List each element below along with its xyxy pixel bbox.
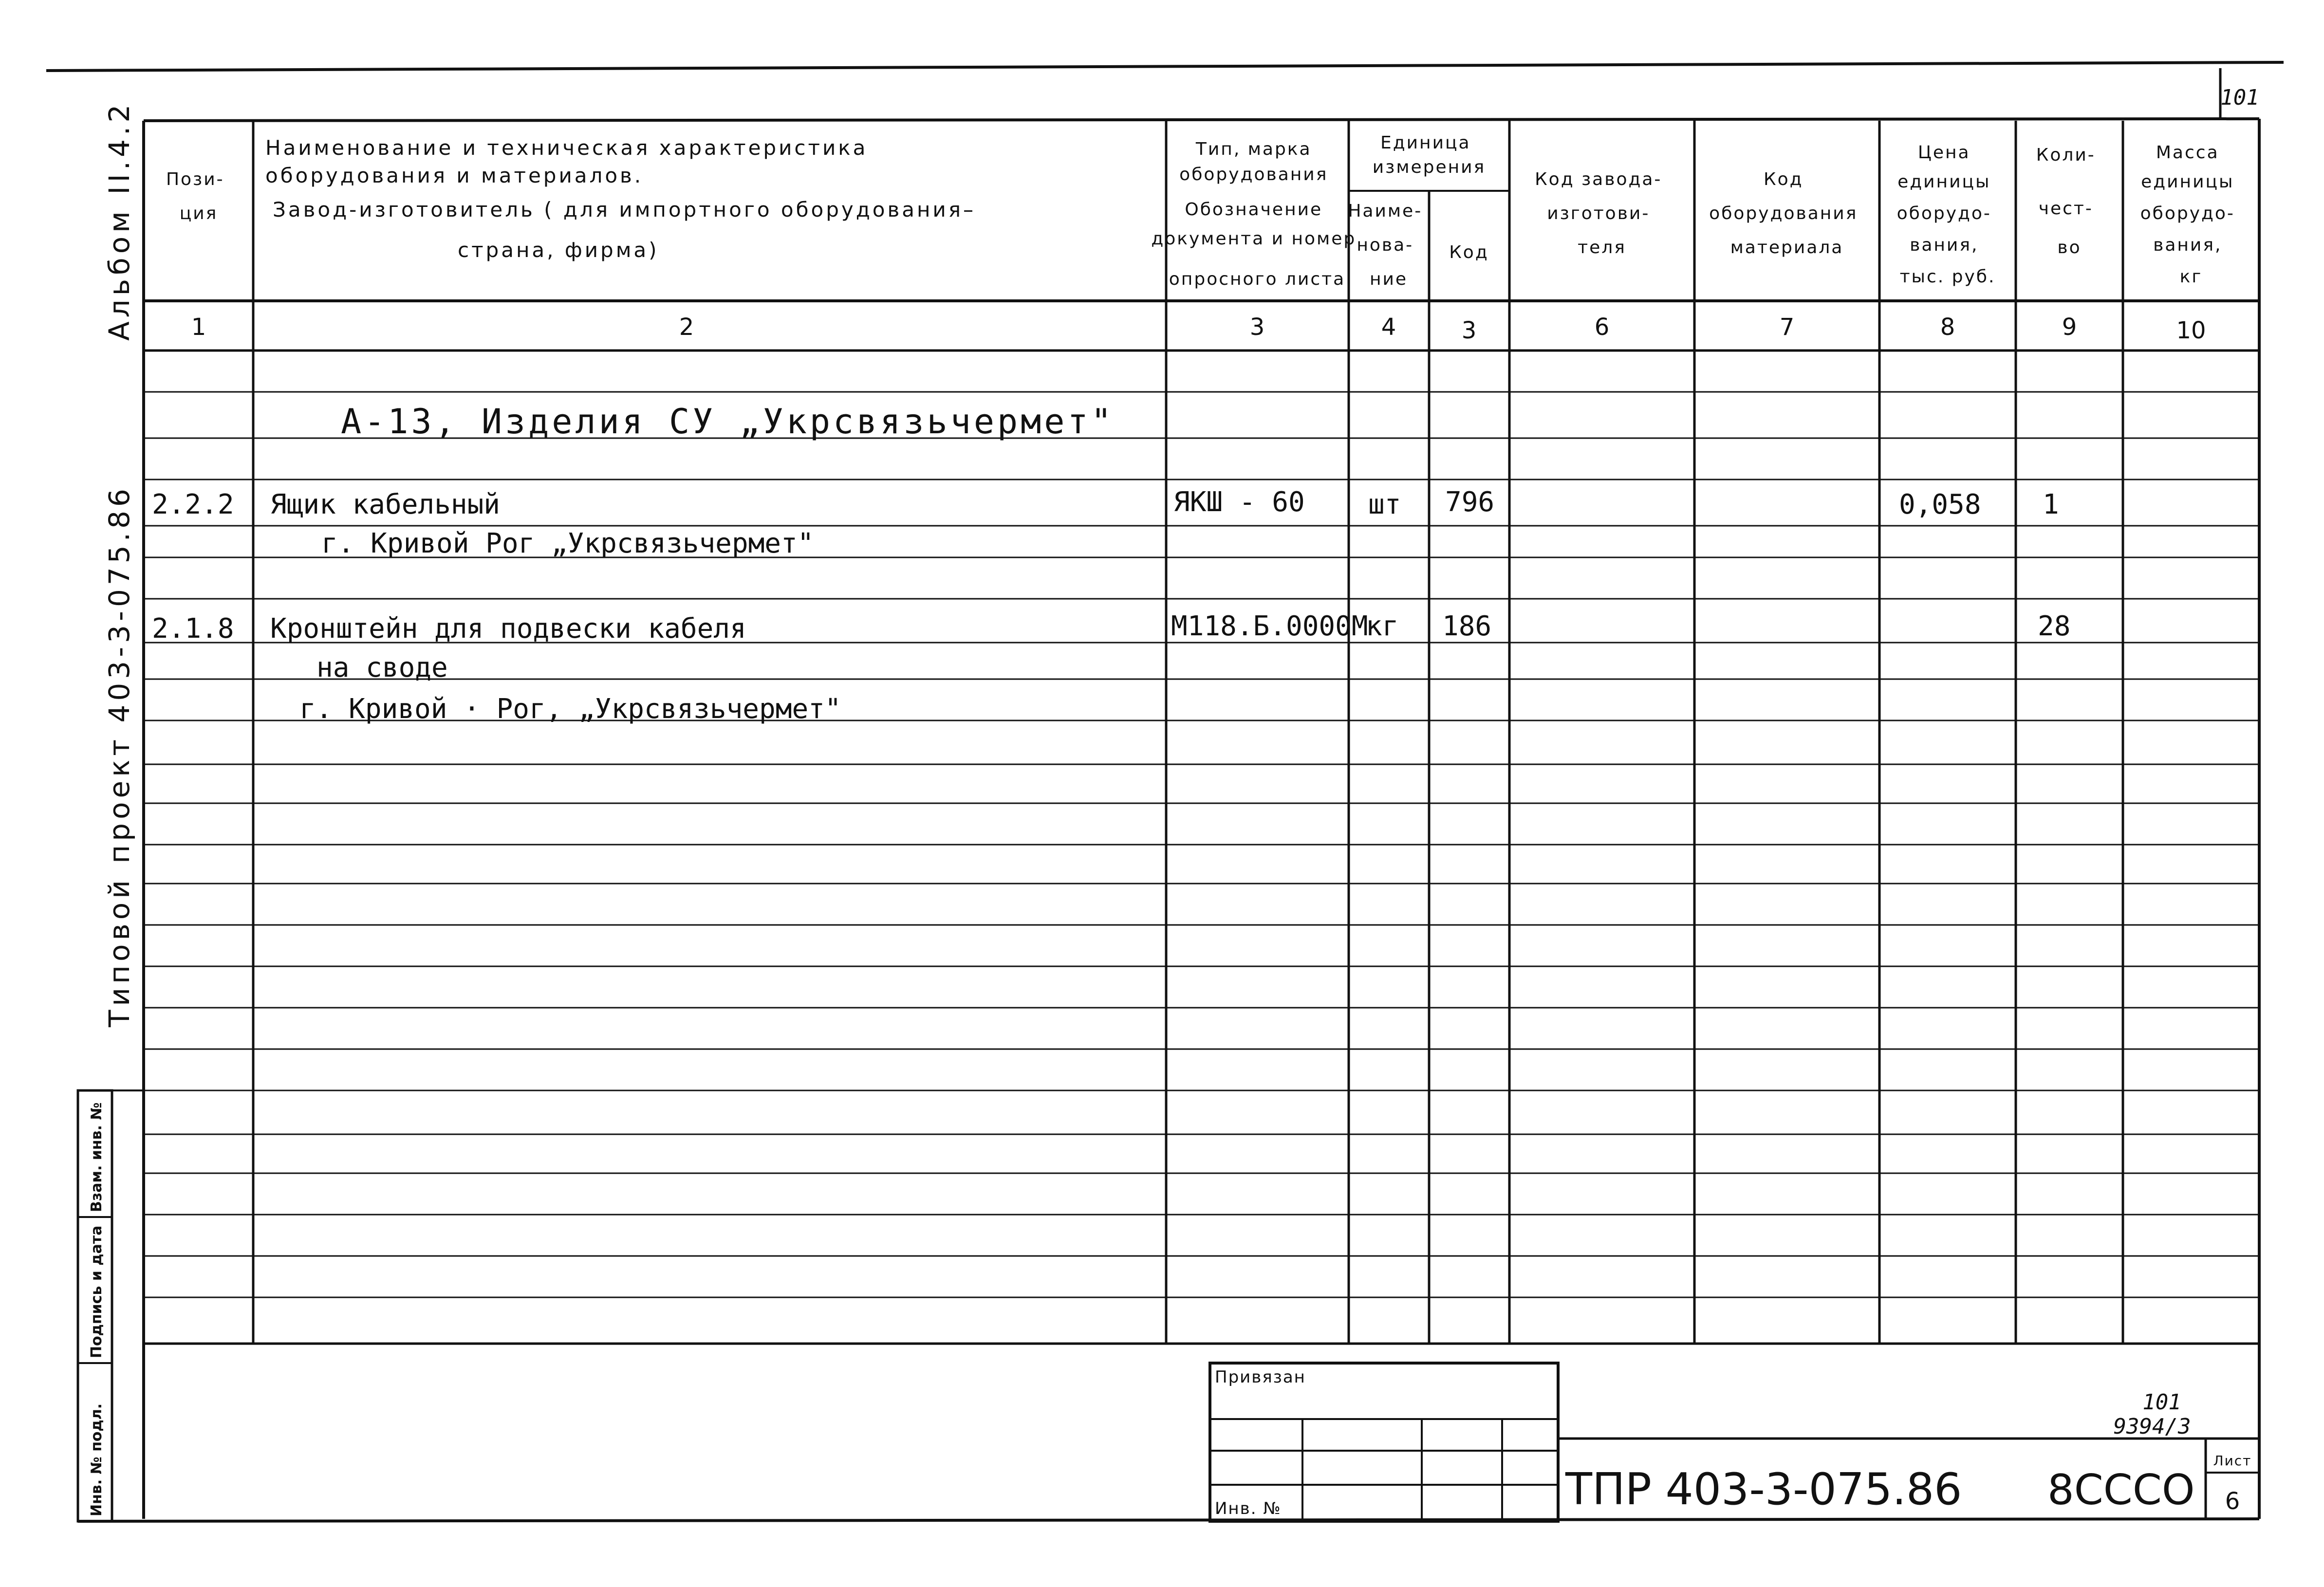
sheet-ref-top: 101 bbox=[2142, 1390, 2181, 1415]
header-name: Наименование и техническая характеристика оборудования и материалов. Завод-изготовитель ( для импортного оборудования– страна, фирма) bbox=[265, 136, 976, 262]
album-label: Альбом II.4.2 bbox=[103, 100, 136, 341]
sheet-ref-bottom: 9394/3 bbox=[2113, 1414, 2191, 1439]
row-price: 0,058 bbox=[1899, 489, 1981, 520]
table-row bbox=[152, 486, 2059, 559]
colnum-10: 10 bbox=[2176, 317, 2206, 344]
row-unit: кг bbox=[1366, 610, 1399, 642]
colnum-9: 9 bbox=[2062, 314, 2077, 341]
colnum-4: 4 bbox=[1381, 314, 1396, 341]
header-mass: Масса единицы оборудо- вания, кг bbox=[2140, 143, 2235, 287]
row-name-line: Кронштейн для подвески кабеля bbox=[270, 613, 746, 645]
row-unit-code: 186 bbox=[1442, 610, 1492, 642]
page-number: 101 bbox=[2220, 85, 2259, 110]
colnum-2: 2 bbox=[679, 314, 694, 341]
row-unit: шт bbox=[1368, 489, 1401, 520]
row-name-line: Ящик кабельный bbox=[270, 489, 501, 520]
header-type: Тип, марка оборудования Обозначение документа и номер опросного листа bbox=[1151, 139, 1357, 289]
row-name-line: г. Кривой · Рог, „Укрсвязьчермет" bbox=[299, 693, 841, 725]
document-code: ТПР 403-3-075.86 bbox=[1565, 1464, 1962, 1515]
stamp-signature-date: Подпись и дата bbox=[88, 1225, 105, 1358]
side-title: Типовой проект 403-3-075.86 bbox=[103, 485, 136, 1027]
colnum-5: 3 bbox=[1461, 317, 1477, 344]
colnum-7: 7 bbox=[1779, 314, 1795, 341]
list-number: 6 bbox=[2225, 1488, 2240, 1515]
list-label: Лист bbox=[2213, 1453, 2252, 1469]
row-type: М118.Б.0000М bbox=[1171, 610, 1368, 642]
row-name-line: г. Кривой Рог „Укрсвязьчермет" bbox=[321, 528, 814, 559]
stamp-inv-number: Инв. № bbox=[1215, 1499, 1282, 1518]
row-position: 2.1.8 bbox=[152, 613, 234, 645]
header-position: Пози- ция bbox=[166, 169, 224, 223]
stamp-inv-podl: Инв. № подл. bbox=[88, 1403, 105, 1516]
header-unit-group: Единица измерения bbox=[1372, 133, 1486, 177]
table-row bbox=[152, 610, 2070, 725]
row-quantity: 28 bbox=[2038, 610, 2071, 642]
header-unit-name: Наиме- нова- ние bbox=[1348, 201, 1423, 289]
stamp-privyazan: Привязан bbox=[1215, 1367, 1306, 1387]
table-grid bbox=[144, 121, 2259, 1344]
colnum-3: 3 bbox=[1249, 314, 1265, 341]
row-type: ЯКШ - 60 bbox=[1173, 486, 1305, 518]
header-unit-code: Код bbox=[1449, 242, 1489, 262]
header-equipment-code: Код оборудования материала bbox=[1709, 169, 1858, 258]
row-unit-code: 796 bbox=[1445, 486, 1495, 518]
header-quantity: Коли- чест- во bbox=[2036, 145, 2096, 258]
colnum-8: 8 bbox=[1940, 314, 1955, 341]
row-quantity: 1 bbox=[2043, 489, 2059, 520]
row-name-line: на своде bbox=[316, 652, 448, 683]
header-plant-code: Код завода- изготови- теля bbox=[1535, 169, 1662, 258]
column-number-row bbox=[191, 314, 2206, 344]
row-position: 2.2.2 bbox=[152, 489, 234, 520]
section-title: А-13, Изделия СУ „Укрсвязьчермет" bbox=[341, 402, 1115, 442]
stamp-vzam-inv: Взам. инв. № bbox=[88, 1102, 105, 1212]
colnum-1: 1 bbox=[191, 314, 206, 341]
stamp-id: 8СССО bbox=[2047, 1466, 2195, 1514]
table-header bbox=[166, 133, 2242, 289]
colnum-6: 6 bbox=[1594, 314, 1610, 341]
header-price: Цена единицы оборудо- вания, тыс. руб. bbox=[1896, 143, 1996, 287]
